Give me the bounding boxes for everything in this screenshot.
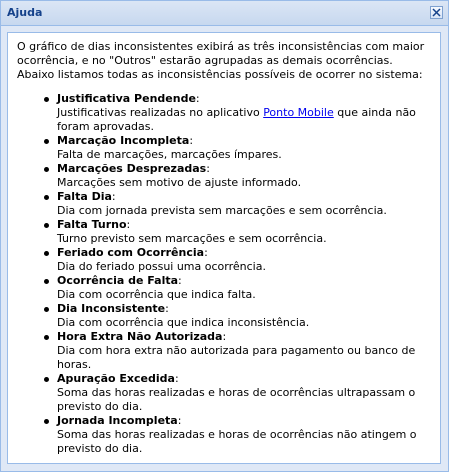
list-item: Falta Dia: Dia com jornada prevista sem marcações e sem ocorrência.	[57, 190, 432, 218]
intro-line-2: ocorrência, e no "Outros" estarão agrupadas as demais ocorrências.	[17, 54, 393, 67]
item-description: Falta de marcações, marcações ímpares.	[57, 148, 282, 161]
item-title: Ocorrência de Falta	[57, 274, 179, 287]
close-icon	[432, 8, 441, 17]
item-title: Hora Extra Não Autorizada	[57, 330, 223, 343]
item-description-text: que ainda não foram aprovadas.	[57, 106, 416, 133]
intro-line-1: O gráfico de dias inconsistentes exibirá as três inconsistências com maior	[17, 40, 425, 53]
item-description: Dia com ocorrência que indica inconsistência.	[57, 316, 310, 329]
ponto-mobile-link[interactable]: Ponto Mobile	[263, 106, 334, 119]
item-description: Dia com jornada prevista sem marcações e sem ocorrência.	[57, 204, 387, 217]
item-description: Dia do feriado possui uma ocorrência.	[57, 260, 266, 273]
item-title: Jornada Incompleta	[57, 414, 178, 427]
list-item: Marcações Desprezadas: Marcações sem motivo de ajuste informado.	[57, 162, 432, 190]
list-item: Apuração Excedida: Soma das horas realizadas e horas de ocorrências ultrapassam o previsto do dia.	[57, 372, 432, 414]
intro-text	[17, 40, 432, 82]
item-description: Soma das horas realizadas e horas de ocorrências ultrapassam o previsto do dia.	[57, 386, 416, 413]
item-title: Dia Inconsistente	[57, 302, 166, 315]
close-button[interactable]	[430, 6, 443, 19]
item-description: Turno previsto sem marcações e sem ocorrência.	[57, 232, 327, 245]
item-description	[57, 106, 432, 134]
item-description: Soma das horas realizadas e horas de ocorrências não atingem o previsto do dia.	[57, 428, 417, 455]
list-item: Dia Inconsistente: Dia com ocorrência que indica inconsistência.	[57, 302, 432, 330]
intro-line-3: Abaixo listamos todas as inconsistências possíveis de ocorrer no sistema:	[17, 68, 423, 81]
item-title: Justificativa Pendende	[57, 92, 196, 105]
item-title: Feriado com Ocorrência	[57, 246, 205, 259]
list-item: Jornada Incompleta: Soma das horas realizadas e horas de ocorrências não atingem o previsto do dia.	[57, 414, 432, 456]
item-title: Falta Turno	[57, 218, 127, 231]
item-title: Falta Dia	[57, 190, 112, 203]
list-item: Ocorrência de Falta: Dia com ocorrência que indica falta.	[57, 274, 432, 302]
item-title: Marcações Desprezadas	[57, 162, 207, 175]
dialog-body[interactable]	[7, 32, 441, 464]
dialog-title: Ajuda	[7, 6, 43, 19]
item-description: Marcações sem motivo de ajuste informado.	[57, 176, 302, 189]
list-item: Marcação Incompleta: Falta de marcações, marcações ímpares.	[57, 134, 432, 162]
list-item: Feriado com Ocorrência: Dia do feriado possui uma ocorrência.	[57, 246, 432, 274]
list-item: Hora Extra Não Autorizada: Dia com hora extra não autorizada para pagamento ou banco de horas.	[57, 330, 432, 372]
item-description: Dia com hora extra não autorizada para pagamento ou banco de horas.	[57, 344, 416, 371]
list-item: Justificativa Pendende: Justificativas realizadas no aplicativo Ponto Mobile que ainda não foram aprovadas.	[57, 92, 432, 134]
dialog-titlebar[interactable]	[1, 1, 448, 26]
inconsistency-list	[17, 92, 432, 456]
item-title: Apuração Excedida	[57, 372, 175, 385]
help-content	[8, 33, 440, 456]
item-description: Dia com ocorrência que indica falta.	[57, 288, 256, 301]
item-description-text: Justificativas realizadas no aplicativo	[57, 106, 264, 119]
item-title: Marcação Incompleta	[57, 134, 190, 147]
list-item: Falta Turno: Turno previsto sem marcações e sem ocorrência.	[57, 218, 432, 246]
